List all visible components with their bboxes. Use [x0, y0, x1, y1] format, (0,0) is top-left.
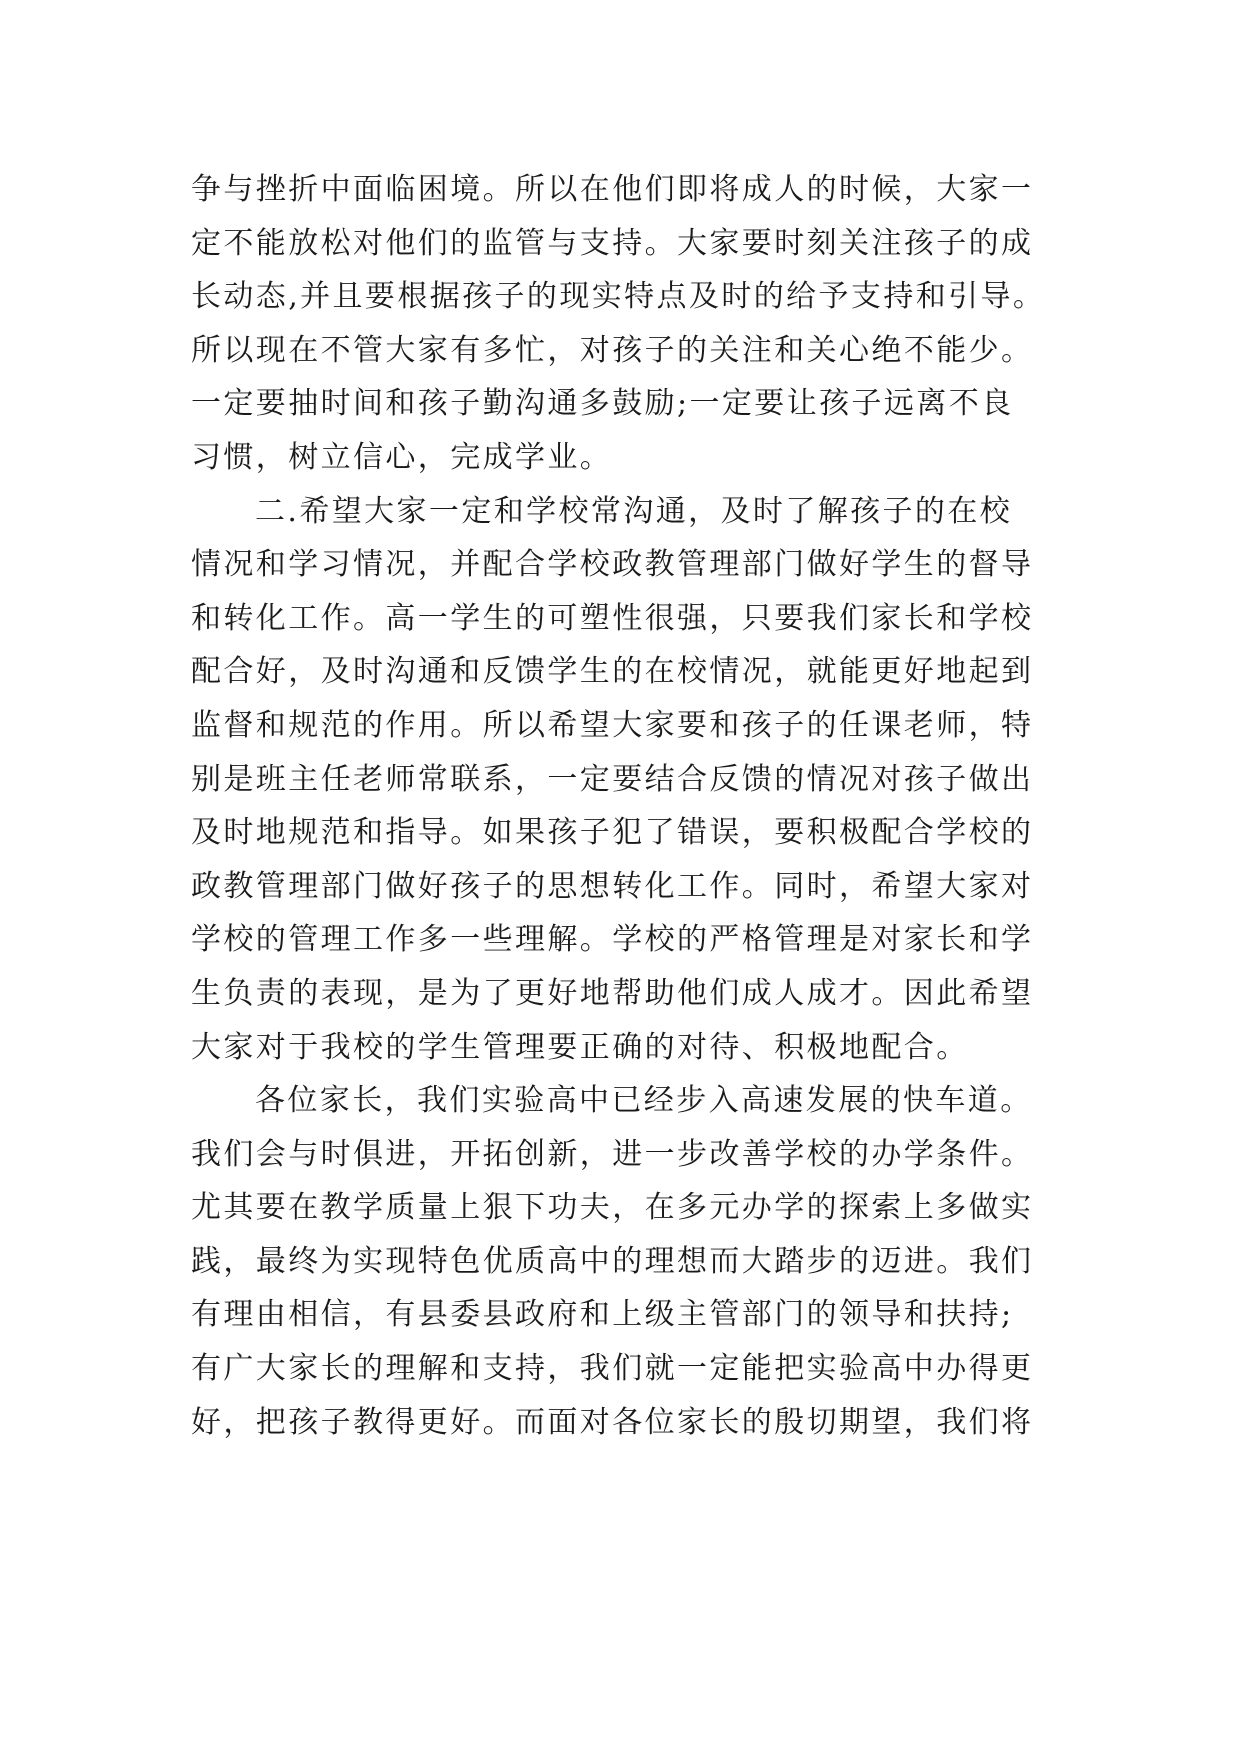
text-line: 好，把孩子教得更好。而面对各位家长的殷切期望，我们将 — [191, 1404, 1034, 1440]
text-line: 别是班主任老师常联系，一定要结合反馈的情况对孩子做出 — [191, 761, 1034, 797]
text-line: 二.希望大家一定和学校常沟通，及时了解孩子的在校 — [255, 493, 1013, 529]
text-line: 和转化工作。高一学生的可塑性很强，只要我们家长和学校 — [191, 600, 1034, 636]
text-line: 尤其要在教学质量上狠下功夫，在多元办学的探索上多做实 — [191, 1190, 1034, 1226]
text-line: 争与挫折中面临困境。所以在他们即将成人的时候，大家一 — [191, 172, 1034, 207]
text-line: 各位家长，我们实验高中已经步入高速发展的快车道。 — [255, 1083, 1033, 1119]
text-line: 有理由相信，有县委县政府和上级主管部门的领导和扶持; — [191, 1297, 1014, 1333]
text-line: 学校的管理工作多一些理解。学校的严格管理是对家长和学 — [191, 922, 1034, 958]
text-line: 践，最终为实现特色优质高中的理想而大踏步的迈进。我们 — [191, 1243, 1034, 1279]
text-line: 一定要抽时间和孩子勤沟通多鼓励;一定要让孩子远离不良 — [191, 386, 1014, 422]
text-line: 习惯，树立信心，完成学业。 — [191, 439, 613, 475]
text-line: 情况和学习情况，并配合学校政教管理部门做好学生的督导 — [191, 547, 1034, 583]
text-line: 所以现在不管大家有多忙，对孩子的关注和关心绝不能少。 — [191, 332, 1034, 368]
text-line: 生负责的表现，是为了更好地帮助他们成人成才。因此希望 — [191, 975, 1034, 1011]
text-line: 长动态,并且要根据孩子的现实特点及时的给予支持和引导。 — [191, 279, 1046, 315]
text-line: 配合好，及时沟通和反馈学生的在校情况，就能更好地起到 — [191, 654, 1034, 690]
text-line: 及时地规范和指导。如果孩子犯了错误，要积极配合学校的 — [191, 815, 1034, 851]
text-line: 大家对于我校的学生管理要正确的对待、积极地配合。 — [191, 1029, 969, 1065]
text-line: 有广大家长的理解和支持，我们就一定能把实验高中办得更 — [191, 1351, 1034, 1387]
text-line: 定不能放松对他们的监管与支持。大家要时刻关注孩子的成 — [191, 225, 1034, 261]
text-line: 政教管理部门做好孩子的思想转化工作。同时，希望大家对 — [191, 868, 1034, 904]
text-line: 监督和规范的作用。所以希望大家要和孩子的任课老师，特 — [191, 707, 1034, 743]
text-line: 我们会与时俱进，开拓创新，进一步改善学校的办学条件。 — [191, 1136, 1034, 1172]
body-text — [191, 163, 1071, 1449]
